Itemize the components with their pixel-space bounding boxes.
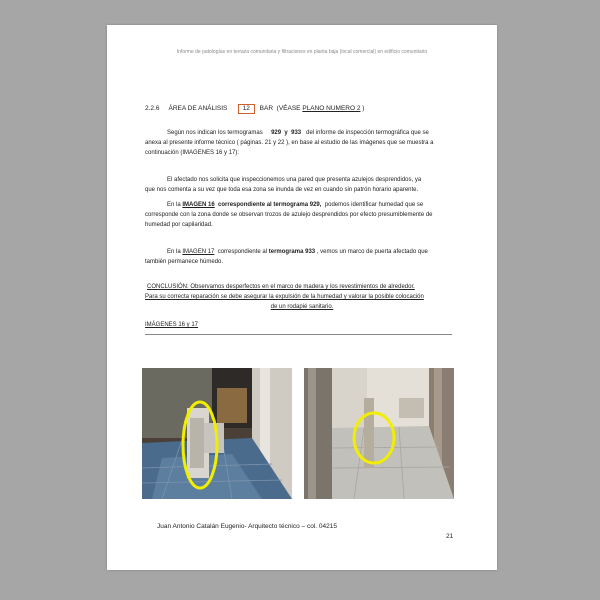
p4-line2: también permanece húmedo. [145,259,224,265]
p3-line1 [167,201,423,209]
section-heading [145,104,364,114]
termogram-933: 933 [291,130,302,136]
p4-text-b: correspondiente al [217,249,268,255]
photo-image-16 [142,368,292,499]
images-label: IMÁGENES 16 y 17 [145,322,199,328]
photo-16-svg [142,368,292,499]
p4-text-a: En la [167,249,181,255]
termogram-929: 929 [271,130,282,136]
p3-text-b: correspondiente al termograma [218,202,309,208]
p1-text-a: Según nos indican los termogramas [167,130,263,136]
p3-text-c: podemos identificar humedad que se [324,202,424,208]
p4-line1 [167,248,428,256]
p1-line2: anexa al presente informe técnico ( páginas. 21 y 22 ), en base al estudio de las imágenes que se muestra a [145,140,434,146]
p4-text-c: , vemos un marco de puerta afectado que [316,249,428,255]
p1-y: y [284,130,288,136]
p3-line3: humedad por capilaridad. [145,222,213,228]
p2-line2: que nos comenta a su vez que toda esa zona se inunda de vez en cuando sin patrón horario aparente. [145,187,419,193]
running-header: Informe de patologías en terraza comunitaria y filtraciones en planta baja (local comercial) en edificio comunitario [176,49,428,55]
image-17-ref[interactable]: IMAGEN 17 [182,249,215,255]
page-number: 21 [446,533,454,540]
p4-termogram: termograma 933 [268,249,316,255]
photo-image-17 [304,368,454,499]
conclusion-line2: Para su correcta reparación se debe asegurar la expulsión de la humedad y valorar la posible colocación [145,294,424,300]
divider-line [145,334,452,335]
close-paren: ) [362,105,365,112]
section-title: ÁREA DE ANÁLISIS [168,105,228,112]
image-16-ref[interactable]: IMAGEN 16 [182,202,215,208]
p2-line1: El afectado nos solicita que inspeccionemos una pared que presenta azulejos desprendidos, ya [167,177,422,183]
conclusion-line1: CONCLUSIÓN: Observamos desperfectos en el marco de madera y los revestimientos de alrededor. [147,284,415,290]
document-page [107,25,497,570]
p1-line3: continuación (IMAGENES 16 y 17): [145,150,240,156]
area-number-box: 12 [238,104,255,114]
photo-17-svg [304,368,454,499]
area-suffix: BAR [259,105,274,112]
p3-termogram: 929, [309,202,322,208]
conclusion-line3: de un rodapié sanitario. [270,304,334,310]
section-number: 2.2.6 [145,105,160,112]
p3-text-a: En la [167,202,181,208]
see-text: (VÉASE [276,105,301,112]
p3-line2: corresponde con la zona donde se observan trozos de azulejo desprendidos por efecto presumiblemente de [145,212,433,218]
plan-link[interactable]: PLANO NUMERO 2 [302,105,361,112]
footer-author: Juan Antonio Catalán Eugenio- Arquitecto técnico – col. 04215 [157,523,337,530]
p1-line1 [167,129,429,137]
p1-text-b: del informe de inspección termográfica que se [306,130,429,136]
